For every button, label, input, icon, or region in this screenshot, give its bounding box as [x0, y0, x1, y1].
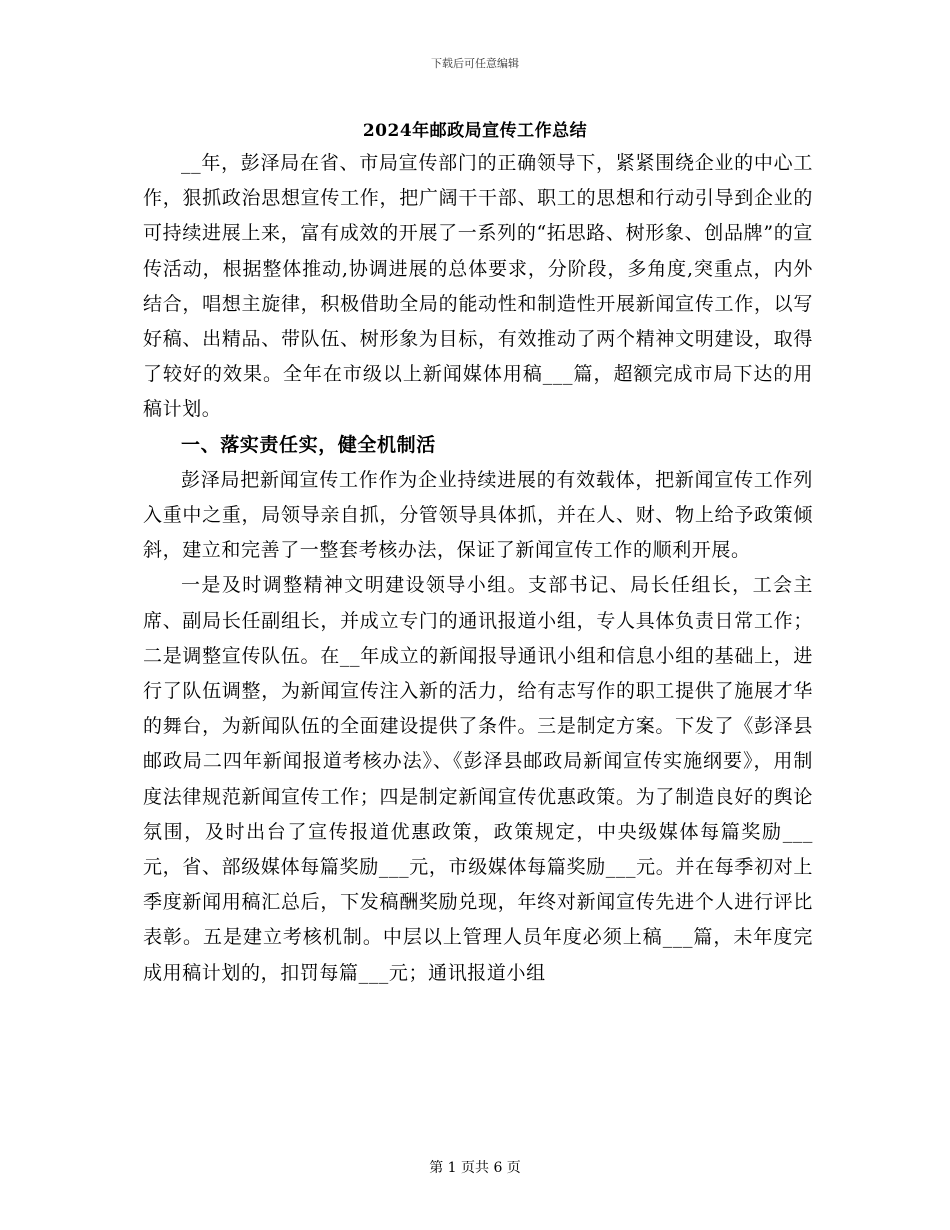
body-paragraph: 一是及时调整精神文明建设领导小组。支部书记、局长任组长，工会主席、副局长任副组长，并成立专门的通讯报道小组，专人具体负责日常工作；二是调整宣传队伍。在__年成立的新闻报导通讯小组和信息小组的基础上，进行了队伍调整，为新闻宣传注入新的活力，给有志写作的职工提供了施展才华的舞台，为新闻队伍的全面建设提供了条件。三是制定方案。下发了《彭泽县邮政局二四年新闻报道考核办法》、《彭泽县邮政局新闻宣传实施纲要》，用制度法律规范新闻宣传工作；四是制定新闻宣传优惠政策。为了制造良好的舆论氛围，及时出台了宣传报道优惠政策，政策规定，中央级媒体每篇奖励___元，省、部级媒体每篇奖励___元，市级媒体每篇奖励___元。并在每季初对上季度新闻用稿汇总后，下发稿酬奖励兑现，年终对新闻宣传先进个人进行评比表彰。五是建立考核机制。中层以上管理人员年度必须上稿___篇，未年度完成用稿计划的，扣罚每篇___元；通讯报道小组	[143, 574, 813, 984]
body-paragraph: 彭泽局把新闻宣传工作作为企业持续进展的有效载体，把新闻宣传工作列入重中之重，局领导亲自抓，分管领导具体抓，并在人、财、物上给予政策倾斜，建立和完善了一整套考核办法，保证了新闻宣传工作的顺利开展。	[143, 468, 813, 562]
header-note: 下载后可任意编辑	[431, 57, 519, 70]
page-number-footer: 第 1 页共 6 页	[429, 1160, 521, 1176]
document-body	[143, 146, 813, 991]
intro-paragraph: __年，彭泽局在省、市局宣传部门的正确领导下，紧紧围绕企业的中心工作，狠抓政治思想宣传工作，把广阔干干部、职工的思想和行动引导到企业的可持续进展上来，富有成效的开展了一系列的“拓思路、树形象、创品牌”的宣传活动，根据整体推动,协调进展的总体要求，分阶段，多角度,突重点，内外结合，唱想主旋律，积极借助全局的能动性和制造性开展新闻宣传工作，以写好稿、出精品、带队伍、树形象为目标，有效推动了两个精神文明建设，取得了较好的效果。全年在市级以上新闻媒体用稿___篇，超额完成市局下达的用稿计划。	[143, 152, 813, 421]
document-title: 2024年邮政局宣传工作总结	[362, 121, 588, 141]
section-heading: 一、落实责任实，健全机制活	[181, 433, 436, 456]
